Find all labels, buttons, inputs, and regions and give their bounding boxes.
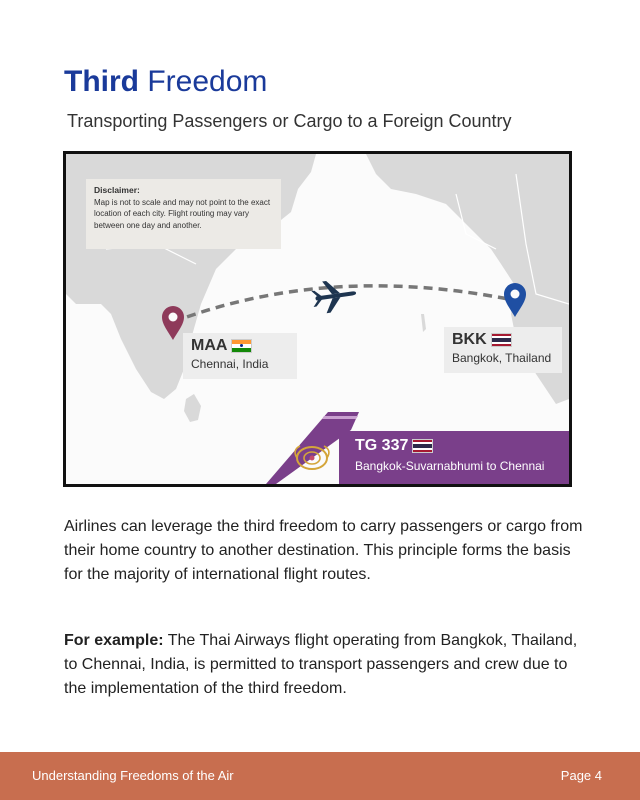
flight-number: TG 337 (355, 437, 409, 454)
title-bold: Third (64, 65, 139, 98)
destination-code: BKK (452, 331, 487, 348)
route-map (63, 151, 572, 487)
origin-city-card (183, 333, 297, 379)
origin-name: Chennai, India (191, 357, 269, 371)
footer-document-title: Understanding Freedoms of the Air (32, 768, 234, 783)
sri-lanka (184, 394, 201, 422)
destination-city-card (444, 327, 562, 373)
airplane-icon (310, 277, 358, 315)
page-subtitle: Transporting Passengers or Cargo to a Foreign Country (67, 111, 512, 131)
flight-banner (339, 431, 572, 485)
thailand-flag-icon (412, 439, 433, 453)
example-paragraph (64, 629, 584, 701)
page-title (64, 62, 267, 102)
india-flag-icon (231, 339, 252, 353)
page-number: Page 4 (560, 768, 602, 783)
airline-tail-stripe (322, 416, 358, 419)
page-footer (0, 752, 640, 800)
disclaimer-title: Disclaimer: (94, 185, 140, 195)
example-label: For example: (64, 632, 164, 649)
destination-name: Bangkok, Thailand (452, 351, 552, 365)
flight-route-line (173, 286, 508, 322)
andaman-islands (421, 314, 426, 332)
disclaimer-text: Map is not to scale and may not point to the exact location of each city. Flight routing may vary between one day and another. (94, 197, 271, 230)
flight-route-text: Bangkok-Suvarnabhumi to Chennai (355, 459, 545, 473)
map-disclaimer (86, 179, 281, 249)
origin-code: MAA (191, 337, 228, 354)
thailand-flag-icon (491, 333, 512, 347)
title-rest: Freedom (139, 65, 268, 98)
example-text: The Thai Airways flight operating from Bangkok, Thailand, to Chennai, India, is permitted to transport passengers and crew due to the implementation of the third freedom. (64, 632, 578, 697)
intro-paragraph: Airlines can leverage the third freedom to carry passengers or cargo from their home country to another destination. This principle forms the basis for the majority of international flight routes. (64, 518, 583, 583)
